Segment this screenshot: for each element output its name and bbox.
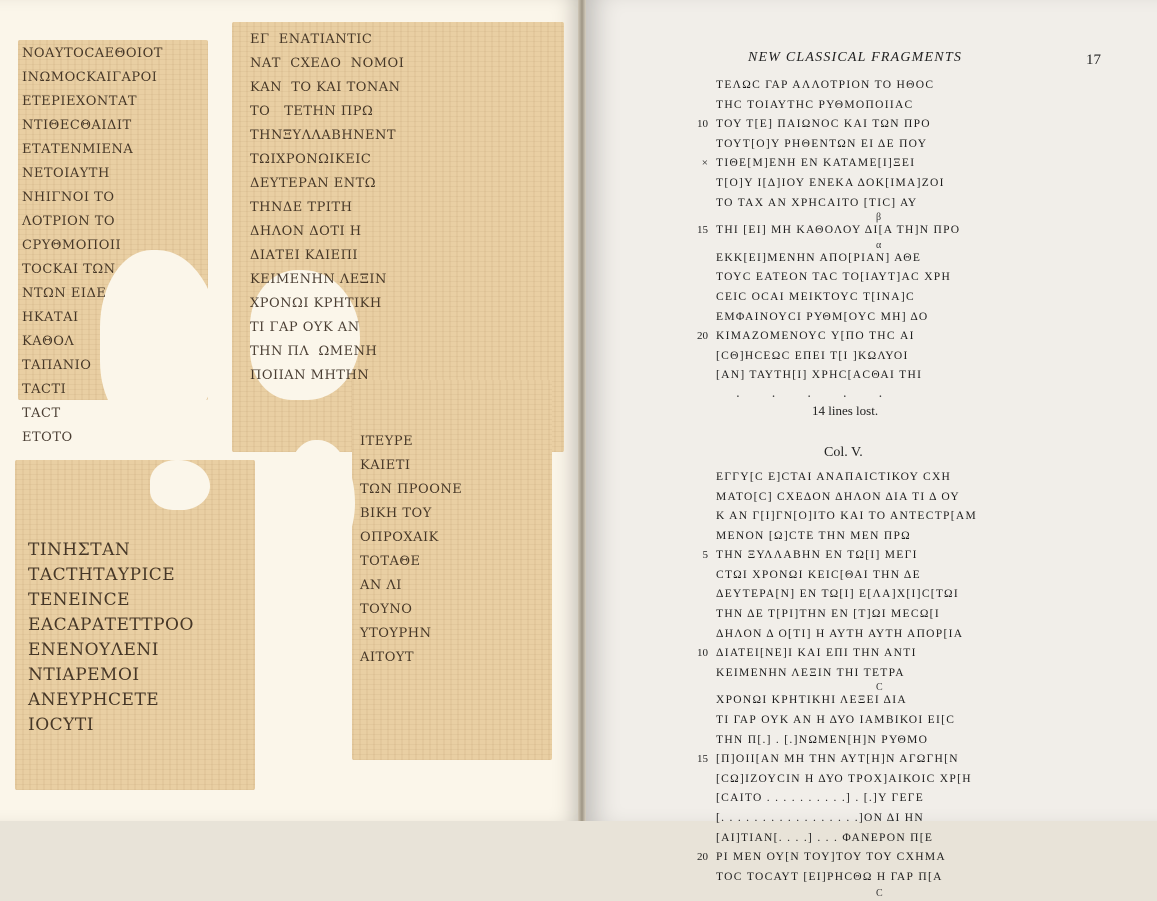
line-text: ΤΟΥΤ[Ο]Υ ΡΗΘΕΝΤΩΝ ΕΙ ΔΕ ΠΟΥ — [716, 137, 928, 150]
papyrus-script-right: ΕΓ ΕΝΑΤΙΑΝΤΙC ΝΑΤ CΧΕΔΟ ΝΟΜΟΙ ΚΑΝ ΤΟ ΚΑΙ ΤΟΝΑΝ ΤΟ ΤΕΤΗΝ ΠΡΩ ΤΗΝΞΥΛΛΑΒΗΝΕΝΤ ΤΩΙΧΡΟΝΩΙΚΕΙC ΔΕΥΤΕΡΑΝ ΕΝΤΩ ΤΗΝΔΕ ΤΡΙΤΗ ΔΗΛΟΝ ΔΟΤΙ Η ΔΙΑΤΕΙ ΚΑΙΕΠΙ ΚΕΙΜΕΝΗΝ ΛΕΞΙΝ ΧΡΟΝΩΙ ΚΡΗΤΙΚΗ ΤΙ ΓΑΡ ΟΥΚ ΑΝ ΤΗΝ ΠΛ ΩΜΕΝΗ ΠΟΙΙΑΝ ΜΗΤΗΝ — [250, 32, 405, 383]
text-line — [702, 546, 1136, 566]
line-text: ΤΙ ΓΑΡ ΟΥΚ ΑΝ Η ΔΥΟ ΙΑΜΒΙΚΟΙ ΕΙ[C — [716, 714, 956, 727]
text-line — [697, 327, 1136, 347]
text-line — [697, 115, 1136, 135]
text-line — [697, 644, 1136, 664]
text-line — [716, 268, 1136, 288]
superscript-note: β — [876, 212, 882, 224]
line-text: [CΘ]ΗCΕΩC ΕΠΕΙ Τ[Ι ]ΚΩΛΥΟΙ — [716, 349, 909, 362]
text-line — [716, 174, 1136, 194]
line-text: ΤΗΝ ΞΥΛΛΑΒΗΝ ΕΝ ΤΩ[Ι] ΜΕΓΙ — [716, 549, 918, 562]
line-number: 5 — [702, 549, 708, 562]
line-text: [CΑΙΤΟ . . . . . . . . . .] . [.]Υ ΓΕΓΕ — [716, 792, 925, 805]
papyrus-script-bottom-left: ΤΙΝΗΣΤΑΝ ΤΑCΤΗΤΑΥΡΙCΕ ΤΕΝΕΙΝCΕ ΕΑCΑΡΑΤΕΤΤΡΟΟ ΕΝΕΝΟΥΛΕΝΙ ΝΤΙΑΡΕΜΟΙ ΑΝΕΥΡΗCΕΤΕ ΙΟCΥΤΙ — [28, 540, 194, 735]
superscript-note: C — [876, 682, 883, 694]
text-line — [716, 789, 1136, 809]
line-text: ΕΜΦΑΙΝΟΥCΙ ΡΥΘΜ[ΟΥC ΜΗ] ΔΟ — [716, 310, 929, 323]
text-line — [716, 76, 1136, 96]
line-text: [Π]ΟΙΙ[ΑΝ ΜΗ ΤΗΝ ΑΥΤ[Η]Ν ΑΓΩΓΗ[Ν — [716, 753, 959, 766]
superscript-note: α — [876, 239, 882, 251]
line-text: ΤΟC ΤΟCΑΥΤ [ΕΙ]ΡΗCΘΩ Η ΓΑΡ Π[Α — [716, 870, 943, 883]
line-text: [. . . . . . . . . . . . . . . . .]ΟΝ ΔΙ ΗΝ — [716, 812, 924, 824]
line-number: 10 — [697, 118, 708, 131]
line-text: [ΑΝ] ΤΑΥΤΗ[Ι] ΧΡΗC[ΑCΘΑΙ ΤΗΙ — [716, 369, 923, 382]
text-line — [716, 135, 1136, 155]
lacuna-dots: . . . . . — [736, 385, 897, 400]
lost-lines-note: 14 lines lost. — [812, 402, 879, 418]
marginal-note: C — [876, 888, 883, 900]
line-text: [CΩ]ΙΖΟΥCΙΝ Η ΔΥΟ ΤΡΟΧ]ΑΙΚΟΙC ΧΡ[Η — [716, 772, 972, 785]
text-line — [716, 625, 1136, 645]
line-number: 15 — [697, 753, 708, 766]
line-text: ΔΕΥΤΕΡΑ[Ν] ΕΝ ΤΩ[Ι] Ε[ΛΑ]Χ[Ι]C[ΤΩΙ — [716, 588, 960, 601]
running-head: NEW CLASSICAL FRAGMENTS — [748, 50, 963, 65]
page-number: 17 — [1086, 52, 1101, 68]
papyrus-hole — [150, 460, 210, 510]
text-line — [716, 691, 1136, 711]
line-number: 10 — [697, 647, 708, 660]
line-number: 15 — [697, 224, 708, 237]
text-line — [716, 288, 1136, 308]
text-page — [586, 0, 1157, 900]
line-text: ΕΓΓΥ[C Ε]CΤΑΙ ΑΝΑΠΑΙCΤΙΚΟΥ CΧΗ — [716, 470, 952, 483]
line-text: ΜΑΤΟ[C] CΧΕΔΟΝ ΔΗΛΟΝ ΔΙΑ ΤΙ Δ ΟΥ — [716, 490, 960, 503]
line-text: ΚΙΜΑΖΟΜΕΝΟΥC Υ[ΠΟ ΤΗC ΑΙ — [716, 330, 915, 343]
text-line — [716, 664, 1136, 684]
line-text: ΔΗΛΟΝ Δ Ο[ΤΙ] Η ΑΥΤΗ ΑΥΤΗ ΑΠΟΡ[ΙΑ — [716, 627, 964, 640]
line-text: ΜΕΝΟΝ [Ω]CΤΕ ΤΗΝ ΜΕΝ ΠΡΩ — [716, 529, 912, 542]
text-line — [716, 566, 1136, 586]
line-text: Κ ΑΝ Γ[Ι]ΓΝ[Ο]ΙΤΟ ΚΑΙ ΤΟ ΑΝΤΕCΤΡ[ΑΜ — [716, 510, 977, 523]
line-text: ΤΟ ΤΑΧ ΑΝ ΧΡΗCΑΙΤΟ [ΤΙC] ΑΥ — [716, 196, 918, 209]
text-line — [716, 605, 1136, 625]
text-line — [716, 366, 1136, 386]
line-number: 20 — [697, 851, 708, 864]
line-text: CΕΙC ΟCΑΙ ΜΕΙΚΤΟΥC Τ[ΙΝΑ]C — [716, 290, 915, 303]
transcription-block — [697, 76, 1136, 901]
text-line — [716, 809, 1136, 829]
text-line — [697, 750, 1136, 770]
column-heading: Col. V. — [824, 444, 863, 460]
line-text: ΤΗΝ ΔΕ Τ[ΡΙ]ΤΗΝ ΕΝ [Τ]ΩΙ ΜΕCΩ[Ι — [716, 608, 940, 621]
line-text: ΔΙΑΤΕΙ[ΝΕ]Ι ΚΑΙ ΕΠΙ ΤΗΝ ΑΝΤΙ — [716, 647, 917, 660]
line-text: ΤΕΛΩC ΓΑΡ ΑΛΛΟΤΡΙΟΝ ΤΟ ΗΘΟC — [716, 79, 935, 91]
line-text: ΤΗΝ Π[.] . [.]ΝΩΜΕΝ[Η]Ν ΡΥΘΜΟ — [716, 733, 929, 746]
text-line — [716, 585, 1136, 605]
papyrus-script-bottom-right: ΙΤΕΥΡΕ ΚΑΙΕΤΙ ΤΩΝ ΠΡΟΟΝΕ ΒΙΚΗ ΤΟΥ ΟΠΡΟΧΑΙΚ ΤΟΤΑΘΕ ΑΝ ΛΙ ΤΟΥΝΟ ΥΤΟΥΡΗΝ ΑΙΤΟΥΤ — [360, 434, 463, 665]
text-line — [716, 468, 1136, 488]
line-text: ΡΙ ΜΕΝ ΟΥ[Ν ΤΟΥ]ΤΟΥ ΤΟΥ CΧΗΜΑ — [716, 851, 946, 864]
text-line — [716, 527, 1136, 547]
line-number: 20 — [697, 330, 708, 343]
text-line — [716, 96, 1136, 116]
text-line — [716, 507, 1136, 527]
papyrus-script-left: ΝΟΑΥΤΟCΑΕΘΟΙΟΤ ΙΝΩΜΟCΚΑΙΓΑΡΟΙ ΕΤΕΡΙΕΧΟΝΤΑΤ ΝΤΙΘΕCΘΑΙΔΙΤ ΕΤΑΤΕΝΜΙΕΝΑ ΝΕΤΟΙΑΥΤΗ ΝΗΙΓΝΟΙ ΤΟ ΛΟΤΡΙΟΝ ΤΟ CΡΥΘΜΟΠΟΙΙ ΤΟCΚΑΙ ΤΩΝ ΝΤΩΝ ΕΙΔΕ ΗΚΑΤΑΙ ΚΑΘΟΛ ΤΑΠΑΝΙΟ ΤΑCΤΙ ΤΑCΤ ΕΤΟΤΟ — [22, 46, 163, 445]
text-line — [697, 848, 1136, 868]
text-line — [716, 731, 1136, 751]
line-text: ΧΡΟΝΩΙ ΚΡΗΤΙΚΗΙ ΛΕΞΕΙ ΔΙΑ — [716, 694, 907, 707]
text-line — [716, 770, 1136, 790]
lower-lines — [697, 468, 1136, 887]
line-text: ΤΟΥ Τ[Ε] ΠΑΙΩΝΟC ΚΑΙ ΤΩΝ ΠΡΟ — [716, 118, 931, 131]
line-text: ΤΗC ΤΟΙΑΥΤΗC ΡΥΘΜΟΠΟΙΙΑC — [716, 98, 914, 111]
plate-page — [0, 0, 581, 821]
papyrus-hole — [285, 440, 355, 560]
text-line — [716, 194, 1136, 214]
text-line — [716, 829, 1136, 849]
line-text: Τ[Ο]Υ Ι[Δ]ΙΟΥ ΕΝΕΚΑ ΔΟΚ[ΙΜΑ]ΖΟΙ — [716, 176, 945, 189]
line-text: ΤΗΙ [ΕΙ] ΜΗ ΚΑΘΟΛΟΥ ΔΙ[Α ΤΗ]Ν ΠΡΟ — [716, 224, 961, 237]
line-text: CΤΩΙ ΧΡΟΝΩΙ ΚΕΙC[ΘΑΙ ΤΗΝ ΔΕ — [716, 568, 921, 581]
line-text: ΤΙΘΕ[Μ]ΕΝΗ ΕΝ ΚΑΤΑΜΕ[Ι]ΞΕΙ — [716, 157, 916, 170]
text-line — [716, 711, 1136, 731]
text-line — [716, 488, 1136, 508]
text-line — [697, 221, 1136, 241]
text-line — [701, 154, 1136, 174]
text-line — [716, 347, 1136, 367]
text-line — [716, 308, 1136, 328]
text-line — [716, 868, 1136, 888]
text-line — [716, 249, 1136, 269]
line-text: ΚΕΙΜΕΝΗΝ ΛΕΞΙΝ ΤΗΙ ΤΕΤΡΑ — [716, 666, 905, 679]
line-text: ΤΟΥC ΕΑΤΕΟΝ ΤΑC ΤΟ[ΙΑΥΤ]ΑC ΧΡΗ — [716, 271, 952, 284]
book-gutter — [578, 0, 586, 821]
line-text: [ΑΙ]ΤΙΑΝ[. . . .] . . . ΦΑΝΕΡΟΝ Π[Ε — [716, 831, 934, 844]
line-number: × — [701, 157, 708, 170]
line-text: ΕΚΚ[ΕΙ]ΜΕΝΗΝ ΑΠΟ[ΡΙΑΝ] ΑΘΕ — [716, 251, 922, 264]
upper-lines — [697, 76, 1136, 386]
